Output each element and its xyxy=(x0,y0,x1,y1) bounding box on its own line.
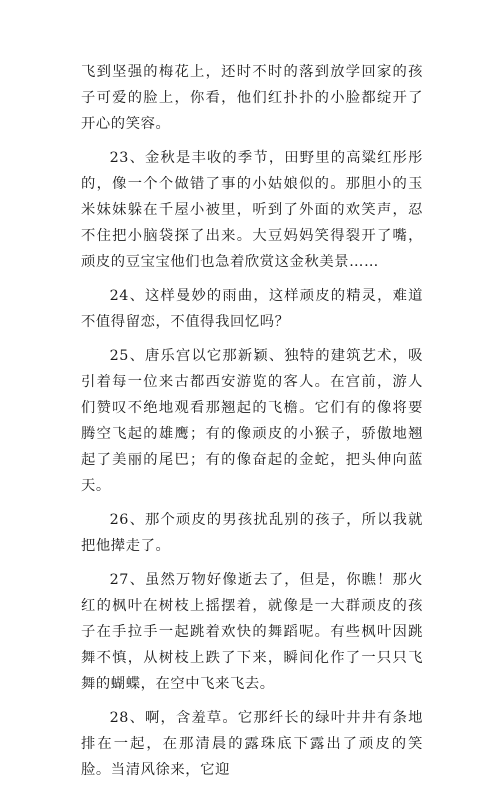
paragraph-continued: 飞到坚强的梅花上，还时不时的落到放学回家的孩子可爱的脸上，你看，他们红扑扑的小脸都绽开了开心的笑容。 xyxy=(81,64,423,132)
document-page xyxy=(81,59,423,791)
paragraph-25: 25、唐乐宫以它那新颖、独特的建筑艺术，吸引着每一位来古都西安游览的客人。在宫前，游人们赞叹不绝地观看那翘起的飞檐。它们有的像将要腾空飞起的雄鹰；有的像顽皮的小猴子，骄傲地翘起了美丽的尾巴；有的像奋起的金蛇，把头伸向蓝天。 xyxy=(81,348,423,494)
paragraph-24: 24、这样曼妙的雨曲，这样顽皮的精灵，难道不值得留恋，不值得我回忆吗？ xyxy=(81,288,423,330)
paragraph-23: 23、金秋是丰收的季节，田野里的高粱红彤彤的，像一个个做错了事的小姑娘似的。那胆小的玉米妹妹躲在千屋小被里，听到了外面的欢笑声，忍不住把小脑袋探了出来。大豆妈妈笑得裂开了嘴，顽皮的豆宝宝他们也急着欣赏这金秋美景…… xyxy=(81,150,423,270)
paragraph-27: 27、虽然万物好像逝去了，但是，你瞧！那火红的枫叶在树枝上摇摆着，就像是一大群顽皮的孩子在手拉手一起跳着欢快的舞蹈呢。有些枫叶因跳舞不慎，从树枝上跌了下来，瞬间化作了一只只飞舞的蝴蝶，在空中飞来飞去。 xyxy=(81,572,423,692)
paragraph-28: 28、啊，含羞草。它那纤长的绿叶井井有条地排在一起，在那清晨的露珠底下露出了顽皮的笑脸。当清风徐来，它迎 xyxy=(81,710,423,778)
paragraph-26: 26、那个顽皮的男孩扰乱别的孩子，所以我就把他撵走了。 xyxy=(81,512,423,554)
